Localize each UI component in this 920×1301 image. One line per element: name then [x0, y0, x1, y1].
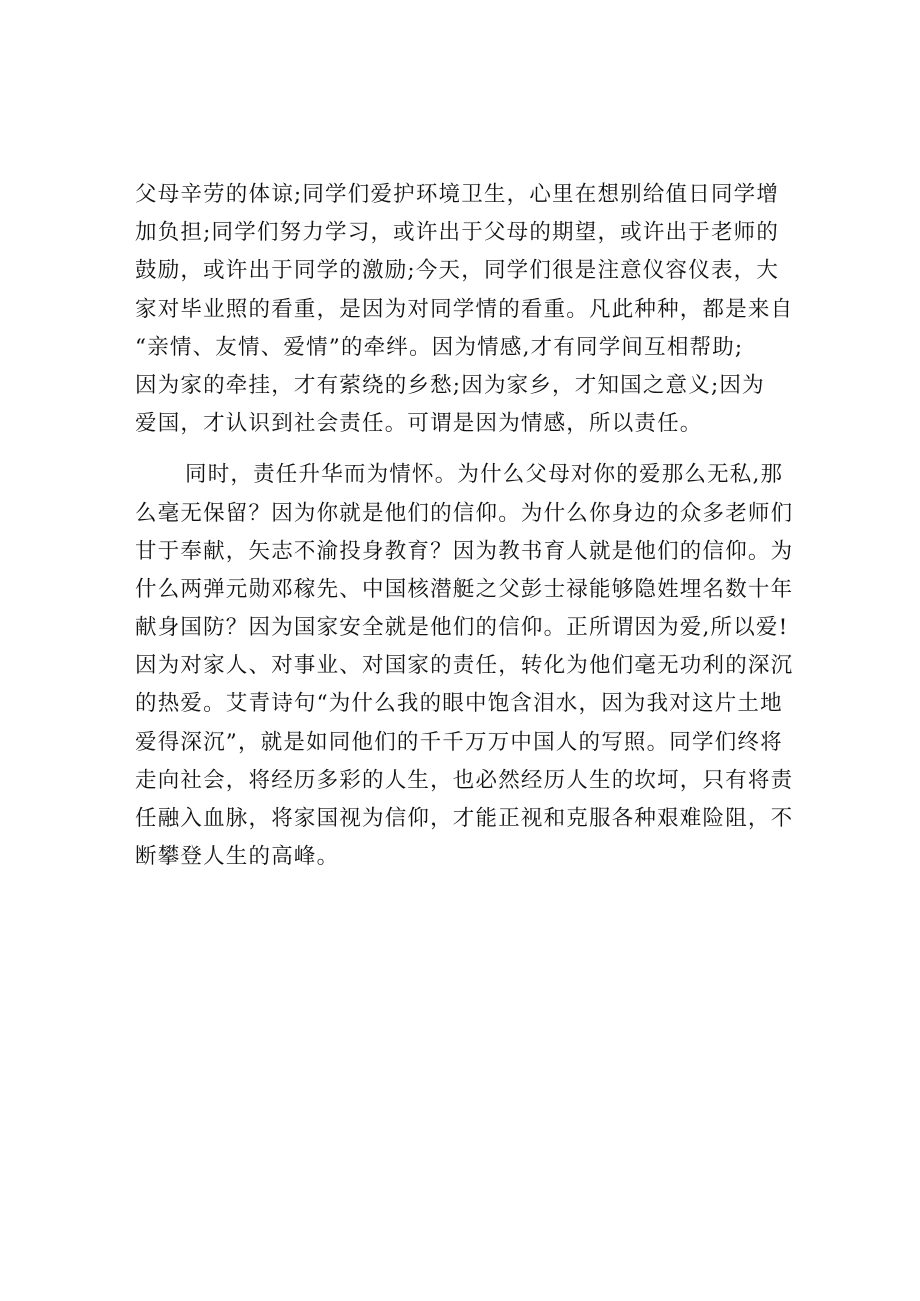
- text-line: 献身国防？因为国家安全就是他们的信仰。正所谓因为爱,所以爱!: [135, 615, 789, 641]
- text-line: 因为家的牵挂，才有萦绕的乡愁;因为家乡，才知国之意义;因为: [135, 372, 765, 398]
- text-line: 家对毕业照的看重，是因为对同学情的看重。凡此种种，都是来自: [135, 296, 794, 322]
- text-line: 加负担;同学们努力学习，或许出于父母的期望，或许出于老师的: [135, 220, 780, 246]
- text-line: 么毫无保留？因为你就是他们的信仰。为什么你身边的众多老师们: [135, 500, 794, 526]
- text-line: 甘于奉献，矢志不渝投身教育？因为教书育人就是他们的信仰。为: [135, 538, 794, 564]
- text-line: 爱国，才认识到社会责任。可谓是因为情感，所以责任。: [135, 411, 703, 437]
- text-line: 爱得深沉”，就是如同他们的千千万万中国人的写照。同学们终将: [135, 729, 783, 755]
- text-line: 同时，责任升华而为情怀。为什么父母对你的爱那么无私,那: [185, 462, 784, 488]
- paragraph-spacer: [135, 443, 800, 456]
- paragraph: [135, 176, 800, 443]
- text-line: 什么两弹元勋邓稼先、中国核潜艇之父彭士禄能够隐姓埋名数十年: [135, 576, 794, 602]
- text-line: 因为对家人、对事业、对国家的责任，转化为他们毫无功利的深沉: [135, 653, 794, 679]
- text-line: “亲情、友情、爱情”的牵绊。因为情感,才有同学间互相帮助;: [135, 334, 744, 360]
- document-body: [135, 176, 800, 876]
- text-line: 任融入血脉，将家国视为信仰，才能正视和克服各种艰难险阻，不: [135, 806, 794, 831]
- text-line: 走向社会，将经历多彩的人生，也必然经历人生的坎坷，只有将责: [135, 767, 794, 793]
- text-line: 的热爱。艾青诗句“为什么我的眼中饱含泪水，因为我对这片土地: [135, 691, 783, 717]
- text-line: 父母辛劳的体谅;同学们爱护环境卫生，心里在想别给值日同学增: [135, 182, 780, 207]
- text-line: 鼓励，或许出于同学的激励;今天，同学们很是注意仪容仪表，大: [135, 258, 780, 284]
- paragraph: [135, 456, 800, 876]
- text-line: 断攀登人生的高峰。: [135, 844, 340, 870]
